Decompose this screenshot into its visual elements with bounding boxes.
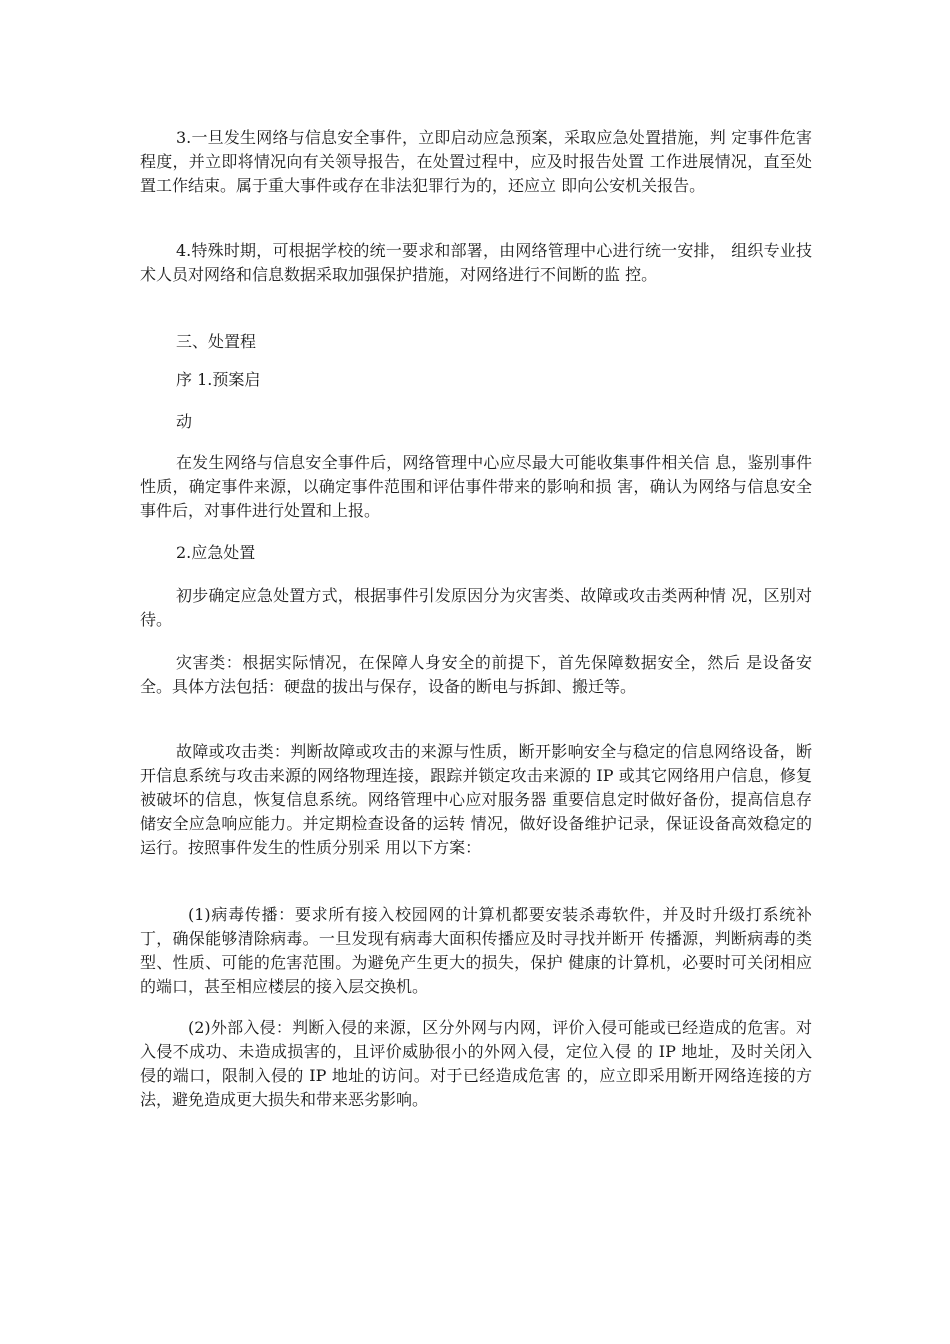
paragraph-external-intrusion: (2)外部入侵：判断入侵的来源，区分外网与内网，评价入侵可能或已经造成的危害。对入侵不成功、未造成损害的，且评价威胁很小的外网入侵，定位入侵 的 IP 地址，及时关闭入侵的端口，限制入侵的 IP 地址的访问。对于已经造成危害 的，应立即采用断开网络连接的方法，避免造成更大损失和带来恶劣影响。	[140, 1018, 812, 1109]
subheading-emergency-handling: 2.应急处置	[176, 543, 256, 562]
subheading-plan-start: 序 1.预案启	[176, 370, 261, 389]
paragraph-special-period: 4.特殊时期，可根据学校的统一要求和部署，由网络管理中心进行统一安排， 组织专业技术人员对网络和信息数据采取加强保护措施，对网络进行不间断的监 控。	[140, 241, 812, 284]
paragraph-initial-handling: 初步确定应急处置方式，根据事件引发原因分为灾害类、故障或攻击类两种情 况，区别对待。	[140, 586, 812, 629]
paragraph-disaster-type: 灾害类：根据实际情况，在保障人身安全的前提下，首先保障数据安全，然后 是设备安全。具体方法包括：硬盘的拔出与保存，设备的断电与拆卸、搬迁等。	[140, 653, 812, 696]
paragraph-after-incident: 在发生网络与信息安全事件后，网络管理中心应尽最大可能收集事件相关信 息，鉴别事件性质，确定事件来源，以确定事件范围和评估事件带来的影响和损 害，确认为网络与信息安全事件后，对事件进行处置和上报。	[140, 453, 812, 520]
subheading-plan-start-continued: 动	[176, 412, 193, 431]
paragraph-emergency-plan: 3.一旦发生网络与信息安全事件，立即启动应急预案，采取应急处置措施，判 定事件危害程度，并立即将情况向有关领导报告，在处置过程中，应及时报告处置 工作进展情况，直至处置工作结束。属于重大事件或存在非法犯罪行为的，还应立 即向公安机关报告。	[140, 128, 812, 195]
paragraph-fault-attack-type: 故障或攻击类：判断故障或攻击的来源与性质，断开影响安全与稳定的信息网络设备，断开信息系统与攻击来源的网络物理连接，跟踪并锁定攻击来源的 IP 或其它网络用户信息，修复被破坏的信息，恢复信息系统。网络管理中心应对服务器 重要信息定时做好备份，提高信息存储安全应急响应能力。并定期检查设备的运转 情况，做好设备维护记录，保证设备高效稳定的运行。按照事件发生的性质分别采 用以下方案：	[140, 742, 812, 857]
section-heading-procedure: 三、处置程	[176, 332, 257, 351]
paragraph-virus-spread: (1)病毒传播：要求所有接入校园网的计算机都要安装杀毒软件，并及时升级打系统补丁，确保能够清除病毒。一旦发现有病毒大面积传播应及时寻找并断开 传播源，判断病毒的类型、性质、可能的危害范围。为避免产生更大的损失，保护 健康的计算机，必要时可关闭相应的端口，甚至相应楼层的接入层交换机。	[140, 905, 812, 996]
